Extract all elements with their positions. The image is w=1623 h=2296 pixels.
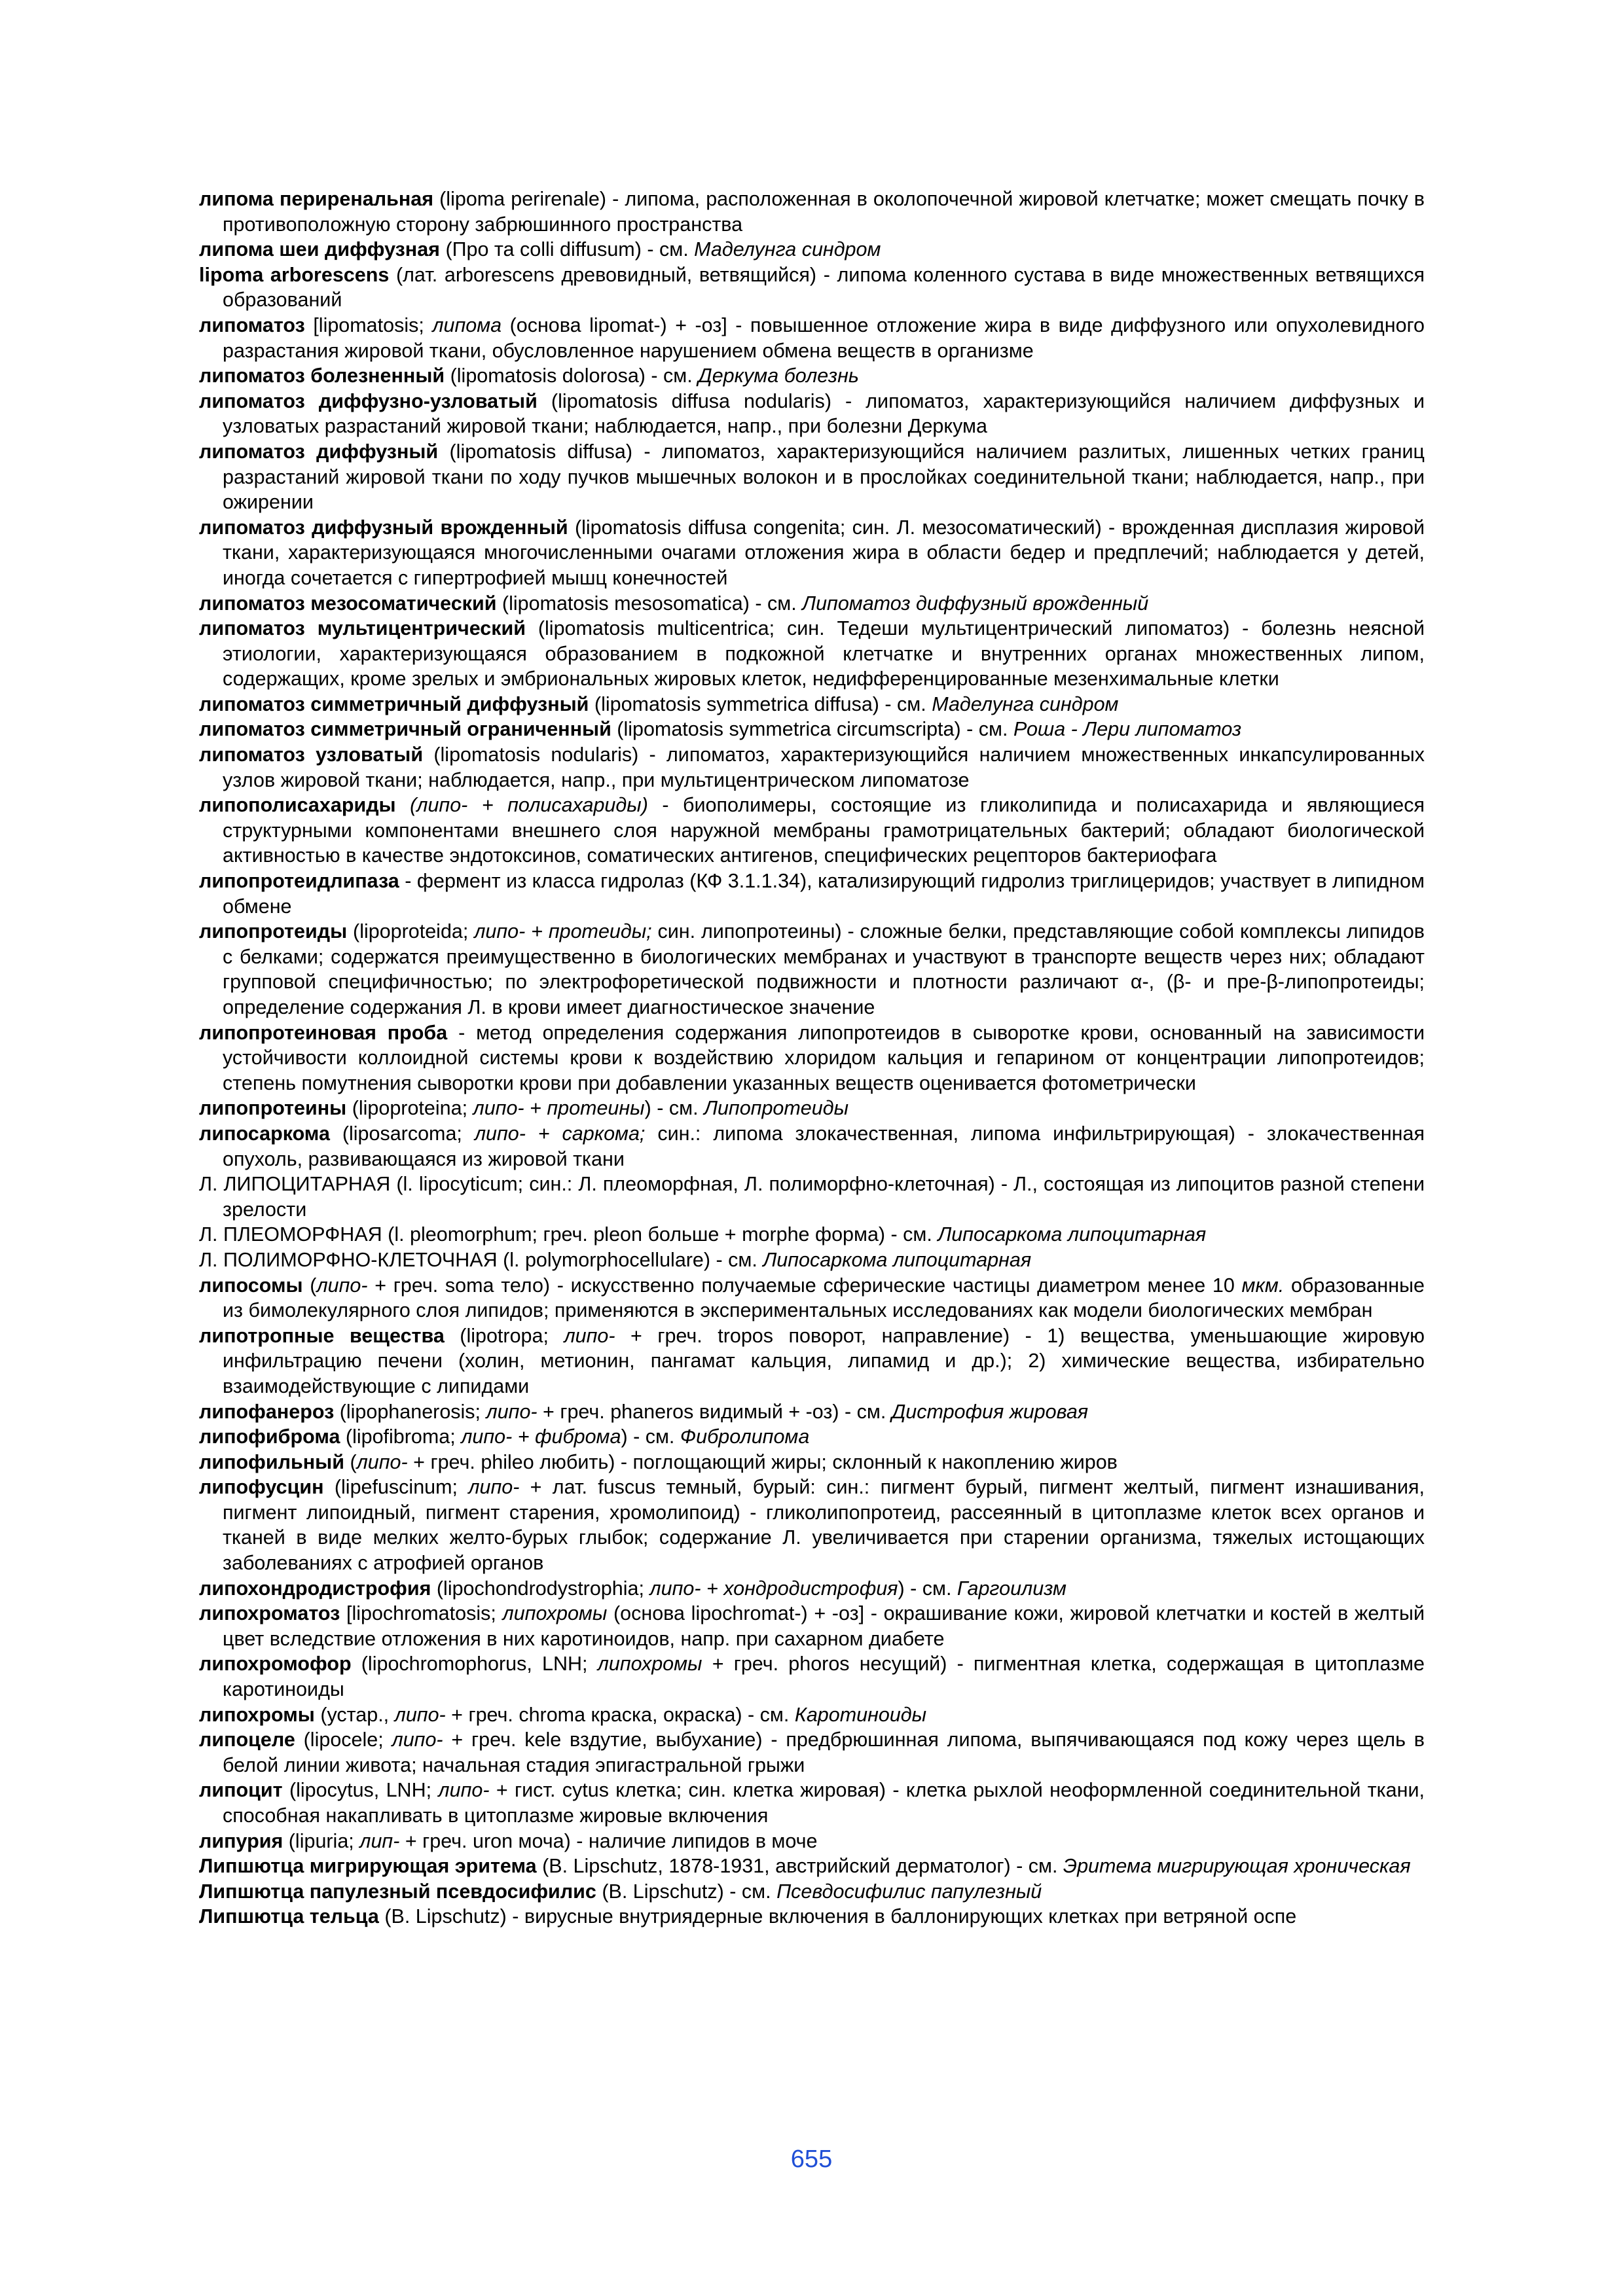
entry-term: липопротеидлипаза <box>199 870 399 893</box>
dictionary-entry <box>199 1475 1425 1575</box>
dictionary-entry <box>199 389 1425 439</box>
entry-reference: Гаргоилизм <box>957 1577 1067 1600</box>
entry-term: липоматоз диффузный врожденный <box>199 516 568 539</box>
entry-reference: Деркума болезнь <box>698 365 859 387</box>
entry-term: липопротеиновая проба <box>199 1021 448 1044</box>
entry-text: (lipomatosis nodularis) - липоматоз, характеризующийся наличием множественных инкапсулированных узлов жировой ткани; наблюдается, напр., при мультицентрическом липоматозе <box>223 744 1425 791</box>
entry-term: lipoma arborescens <box>199 263 390 286</box>
dictionary-entry <box>199 363 1425 389</box>
entry-text: + греч. kele вздутие, выбухание) - предбрюшинная липома, выпячивающаяся под кожу через щель в белой линии живота; начальная стадия эпигастральной грыжи <box>223 1729 1425 1776</box>
entry-text <box>396 794 410 816</box>
entry-term: липоцеле <box>199 1729 295 1751</box>
dictionary-entry <box>199 1854 1425 1879</box>
entry-term: липоматоз симметричный ограниченный <box>199 718 611 741</box>
dictionary-entry <box>199 1247 1425 1273</box>
entry-text: (lipomatosis diffusa) - липоматоз, характеризующийся наличием разлитых, лишенных четких границ разрастаний жировой ткани по ходу пучков мышечных волокон и в прослойках соединительной ткани; наблюдается, напр., при ожирении <box>223 440 1425 514</box>
dictionary-entry <box>199 1601 1425 1651</box>
entry-text: ) - см. <box>644 1097 704 1120</box>
entry-reference: Маделунга синдром <box>932 692 1119 715</box>
entry-text: (lipotropa; <box>444 1324 564 1347</box>
entry-reference: Эритема мигрирующая хроническая <box>1063 1855 1411 1878</box>
entry-term: липопротеиды <box>199 920 348 943</box>
entry-text: + греч. phileo любить) - поглощающий жиры; склонный к накоплению жиров <box>407 1450 1118 1473</box>
entry-text: (lipocytus, LNH; <box>282 1779 439 1802</box>
entry-term: липоматоз диффузно-узловатый <box>199 389 538 412</box>
dictionary-entry <box>199 439 1425 515</box>
dictionary-entry <box>199 1904 1425 1929</box>
entry-text: (Про та colli diffusum) - см. <box>439 238 695 261</box>
entry-term: липосаркома <box>199 1122 330 1145</box>
entry-reference: Липосаркома липоцитарная <box>763 1248 1032 1271</box>
entry-reference: мкм. <box>1241 1274 1285 1297</box>
entry-text: + греч. chroma краска, окраска) - см. <box>445 1703 795 1726</box>
entry-text: - фермент из класса гидролаз (КФ 3.1.1.34), катализирующий гидролиз триглицеридов; участвует в липидном обмене <box>223 870 1425 918</box>
entry-reference: Псевдосифилис папулезный <box>776 1880 1042 1903</box>
dictionary-entry <box>199 919 1425 1020</box>
entry-reference: Роша - Лери липоматоз <box>1013 718 1242 741</box>
entry-term: липоматоз симметричный диффузный <box>199 692 589 715</box>
entry-reference: липо- <box>438 1779 490 1802</box>
entry-term: липополисахариды <box>199 794 396 817</box>
entry-term: Липшютца тельца <box>199 1905 379 1928</box>
dictionary-entry <box>199 1424 1425 1450</box>
entry-reference: (липо- + полисахариды) <box>410 794 648 817</box>
entry-text: ) - см. <box>621 1426 680 1448</box>
entry-term: липосомы <box>199 1274 303 1297</box>
entry-text: (lipophanerosis; <box>334 1400 486 1423</box>
entry-term: липохромы <box>199 1703 315 1726</box>
entry-reference: липо- <box>316 1274 368 1297</box>
entry-term: липотропные вещества <box>199 1324 445 1347</box>
entry-reference: Липопротеиды <box>704 1097 849 1120</box>
entry-text: (B. Lipschutz) - вирусные внутриядерные включения в баллонирующих клетках при ветряной оспе <box>378 1905 1297 1928</box>
entry-text: + греч. phoros несущий) - пигментная клетка, содержащая в цитоплазме каротиноиды <box>223 1653 1425 1701</box>
entry-term: липофильный <box>199 1450 344 1473</box>
entry-text: (lipochondrodystrophia; <box>431 1577 650 1600</box>
entry-text: + греч. phaneros видимый + -оз) - см. <box>537 1400 892 1423</box>
entry-term: липохондродистрофия <box>199 1577 431 1600</box>
entry-term: липоматоз мультицентрический <box>199 617 526 640</box>
entry-text: Л. ЛИПОЦИТАРНАЯ (l. lipocyticum; син.: Л. плеоморфная, Л. полиморфно-клеточная) - Л., состоящая из липоцитов разной степени зрелости <box>199 1173 1425 1221</box>
entry-text: син.: липома злокачественная, липома инфильтрирующая) - злокачественная опухоль, развивающаяся из жировой ткани <box>223 1122 1425 1170</box>
dictionary-entry <box>199 1778 1425 1828</box>
entry-text: + греч. uron моча) - наличие липидов в моче <box>399 1829 818 1852</box>
entry-text: (основа lipochromat-) + -оз] - окрашивание кожи, жировой клетчатки и костей в желтый цвет вследствие отложения в них каротиноидов, напр. при сахарном диабете <box>223 1602 1425 1650</box>
entry-text: ( <box>302 1274 317 1297</box>
entry-term: липома шеи диффузная <box>199 238 440 261</box>
entry-reference: Липоматоз диффузный врожденный <box>802 592 1149 615</box>
page-number: 655 <box>790 2145 833 2173</box>
entry-text: (lipomatosis symmetrica circumscripta) - см. <box>611 718 1013 741</box>
entry-reference: липо- <box>564 1324 615 1347</box>
entry-term: липоматоз узловатый <box>199 744 424 766</box>
entry-text: + лат. fuscus темный, бурый: син.: пигмент бурый, пигмент желтый, пигмент изнашивания, пигмент липоидный, пигмент старения, хромолипоид) - гликолипопротеид, рассеянный в цитоплазме клеток всех органов и тканей в виде мелких желто-бурых глыбок; содержание Л. увеличивается при старении организма, тяжелых истощающих заболеваниях с атрофией органов <box>223 1476 1425 1575</box>
dictionary-entry <box>199 515 1425 591</box>
dictionary-entry <box>199 1829 1425 1854</box>
entry-reference: липохромы <box>597 1653 702 1676</box>
dictionary-entry <box>199 1450 1425 1475</box>
dictionary-entry <box>199 1172 1425 1222</box>
entry-term: липопротеины <box>199 1097 347 1120</box>
entry-term: липохромофор <box>199 1653 352 1676</box>
entry-reference: липохромы <box>502 1602 608 1625</box>
dictionary-entry <box>199 793 1425 869</box>
dictionary-entry <box>199 1222 1425 1247</box>
dictionary-entry <box>199 1576 1425 1602</box>
entry-list <box>199 187 1425 1929</box>
entry-text: Л. ПОЛИМОРФНО-КЛЕТОЧНАЯ (l. polymorphocellulare) - см. <box>199 1248 763 1271</box>
dictionary-entry <box>199 187 1425 237</box>
dictionary-entry <box>199 616 1425 692</box>
dictionary-entry <box>199 1727 1425 1778</box>
entry-term: липоцит <box>199 1779 283 1802</box>
entry-text: + гист. cytus клетка; син. клетка жировая) - клетка рыхлой неоформленной соединительной ткани, способная накапливать в цитоплазме жировые включения <box>223 1779 1425 1827</box>
entry-term: липохроматоз <box>199 1602 340 1625</box>
entry-text: (lipoma perirenale) - липома, расположенная в околопочечной жировой клетчатке; может смещать почку в противоположную сторону забрюшинного пространства <box>223 188 1425 236</box>
dictionary-entry <box>199 1096 1425 1121</box>
dictionary-entry <box>199 742 1425 793</box>
entry-text: (lipomatosis dolorosa) - см. <box>445 365 699 387</box>
entry-text: (lipomatosis symmetrica diffusa) - см. <box>589 692 932 715</box>
entry-term: липофанероз <box>199 1400 335 1423</box>
entry-term: липома периренальная <box>199 188 434 210</box>
entry-text: (lipochromophorus, LNH; <box>351 1653 598 1676</box>
entry-reference: липома <box>432 314 502 336</box>
dictionary-entry <box>199 591 1425 617</box>
entry-text: (B. Lipschutz, 1878-1931, австрийский дерматолог) - см. <box>536 1855 1063 1878</box>
entry-text: (лат. arborescens древовидный, ветвящийся) - липома коленного сустава в виде множественных ветвящихся образований <box>223 263 1425 312</box>
entry-reference: липо- <box>392 1729 443 1751</box>
entry-term: липофусцин <box>199 1476 324 1499</box>
entry-term: Липшютца мигрирующая эритема <box>199 1855 537 1878</box>
entry-text: - метод определения содержания липопротеидов в сыворотке крови, основанный на зависимости устойчивости коллоидной системы крови к воздействию хлоридом кальция и гепарином от концентрации липопротеидов; степень помутнения сыворотки крови при добавлении указанных веществ оценивается фотометрически <box>223 1021 1425 1094</box>
entry-text: (liposarcoma; <box>329 1122 475 1145</box>
entry-text: (lipomatosis diffusa nodularis) - липоматоз, характеризующийся наличием диффузных и узловатых разрастаний жировой ткани; наблюдается, напр., при болезни Деркума <box>223 389 1425 438</box>
entry-text: [lipomatosis; <box>304 314 433 336</box>
entry-text: (lipuria; <box>283 1829 360 1852</box>
dictionary-entry <box>199 717 1425 742</box>
dictionary-entry <box>199 1121 1425 1172</box>
entry-term: липоматоз <box>199 314 305 336</box>
entry-text: образованные из бимолекулярного слоя липидов; применяются в экспериментальных исследованиях как модели биологических мембран <box>223 1274 1425 1322</box>
entry-term: липоматоз диффузный <box>199 440 439 463</box>
entry-reference: липо- + протеиды; <box>474 920 652 943</box>
entry-term: липурия <box>199 1829 283 1852</box>
entry-text: Л. ПЛЕОМОРФНАЯ (l. pleomorphum; греч. pleon больше + morphe форма) - см. <box>199 1223 938 1246</box>
entry-term: липоматоз болезненный <box>199 365 445 387</box>
entry-text: (lipocele; <box>295 1729 392 1751</box>
entry-text: ) - см. <box>898 1577 957 1600</box>
entry-reference: липо- + фиброма <box>461 1426 621 1448</box>
entry-reference: липо- <box>356 1450 408 1473</box>
entry-reference: липо- <box>394 1703 446 1726</box>
dictionary-entry <box>199 313 1425 363</box>
entry-reference: Маделунга синдром <box>694 238 881 261</box>
entry-text: (B. Lipschutz) - см. <box>596 1880 777 1903</box>
entry-reference: Дистрофия жировая <box>891 1400 1089 1423</box>
entry-text: (устар., <box>314 1703 395 1726</box>
dictionary-entry <box>199 237 1425 262</box>
entry-reference: Каротиноиды <box>794 1703 927 1726</box>
entry-reference: липо- + саркома; <box>474 1122 646 1145</box>
entry-text: (lipomatosis diffusa congenita; син. Л. мезосоматический) - врожденная дисплазия жировой ткани, характеризующаяся многочисленными очагами отложения жира в области бедер и предплечий; наблюдается у детей, иногда сочетается с гипертрофией мышц конечностей <box>223 516 1425 589</box>
dictionary-entry <box>199 869 1425 919</box>
entry-reference: липо- + хондродистрофия <box>649 1577 898 1600</box>
entry-reference: Фибролипома <box>680 1426 810 1448</box>
dictionary-entry <box>199 1323 1425 1399</box>
dictionary-entry <box>199 1020 1425 1096</box>
entry-text: + греч. tropos поворот, направление) - 1) вещества, уменьшающие жировую инфильтрацию печени (холин, метионин, пангамат кальция, липамид и др.); 2) химические вещества, избирательно взаимодействующие с липидами <box>223 1324 1425 1397</box>
entry-text: (lipoproteina; <box>346 1097 473 1120</box>
dictionary-entry <box>199 262 1425 313</box>
entry-text: ( <box>344 1450 357 1473</box>
entry-text: (основа lipomat-) + -оз] - повышенное отложение жира в виде диффузного или опухолевидного разрастания жировой ткани, обусловленное нарушением обмена веществ в организме <box>223 314 1425 362</box>
entry-text: - биополимеры, состоящие из гликолипида и полисахарида и являющиеся структурными компонентами внешнего слоя наружной мембраны грамотрицательных бактерий; обладают биологической активностью в качестве эндотоксинов, соматических антигенов, специфических рецепторов бактериофага <box>223 794 1425 867</box>
entry-term: липоматоз мезосоматический <box>199 592 497 615</box>
entry-term: Липшютца папулезный псевдосифилис <box>199 1880 596 1903</box>
entry-text: + греч. soma тело) - искусственно получаемые сферические частицы диаметром менее 10 <box>367 1274 1242 1297</box>
entry-text: (lipefuscinum; <box>323 1476 469 1499</box>
entry-reference: Липосаркома липоцитарная <box>938 1223 1207 1246</box>
entry-reference: лип- <box>359 1829 400 1852</box>
entry-text: [lipochromatosis; <box>340 1602 503 1625</box>
entry-reference: липо- <box>468 1476 520 1499</box>
entry-text: (lipomatosis multicentrica; син. Тедеши мультицентрический липоматоз) - болезнь неясной этиологии, характеризующаяся образованием в подкожной клетчатке и внутренних органах множественных липом, содержащих, кроме зрелых и эмбриональных жировых клеток, недифференцированные мезенхимальные клетки <box>223 617 1425 691</box>
entry-text: (lipoproteida; <box>347 920 475 943</box>
dictionary-entry <box>199 692 1425 717</box>
dictionary-entry <box>199 1702 1425 1728</box>
entry-text: (lipofibroma; <box>340 1426 462 1448</box>
entry-term: липофиброма <box>199 1426 340 1448</box>
entry-text: син. липопротеины) - сложные белки, представляющие собой комплексы липидов с белками; содержатся преимущественно в биологических мембранах и участвуют в транспорте веществ через них; обладают групповой специфичностью; по электрофоретической подвижности и плотности различают α-, (β- и пре-β-липопротеиды; определение содержания Л. в крови имеет диагностическое значение <box>223 920 1425 1018</box>
dictionary-entry <box>199 1651 1425 1702</box>
entry-reference: липо- + протеины <box>473 1097 645 1120</box>
entry-text: (lipomatosis mesosomatica) - см. <box>496 592 803 615</box>
dictionary-entry <box>199 1273 1425 1323</box>
dictionary-entry <box>199 1399 1425 1425</box>
dictionary-entry <box>199 1879 1425 1905</box>
entry-reference: липо- <box>486 1400 538 1423</box>
